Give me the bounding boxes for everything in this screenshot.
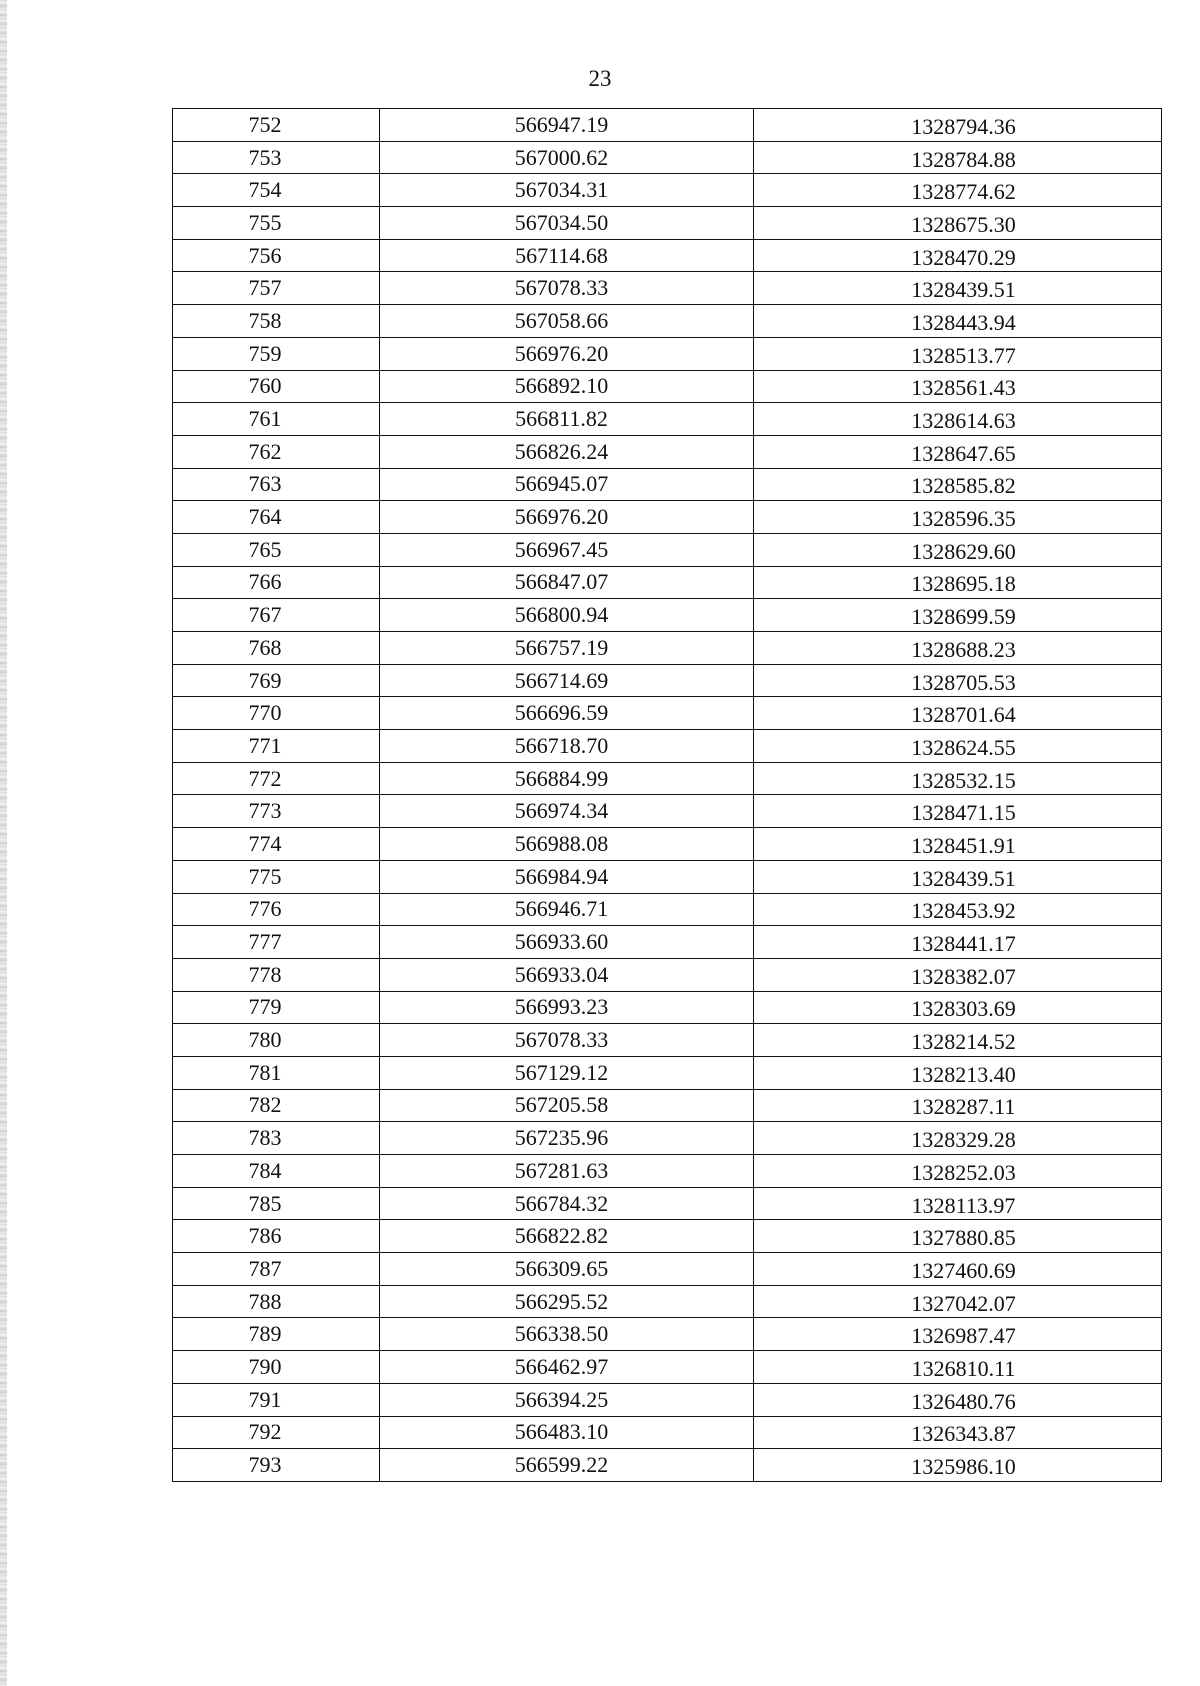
point-number-cell: 769 — [173, 664, 380, 697]
x-coordinate-cell: 567114.68 — [380, 239, 754, 272]
scan-edge — [0, 0, 7, 1686]
point-number-cell: 784 — [173, 1155, 380, 1188]
y-coordinate-cell: 1328794.36 — [754, 109, 1162, 142]
point-number-cell: 785 — [173, 1187, 380, 1220]
table-row — [173, 1220, 1162, 1253]
y-coordinate-cell: 1327880.85 — [754, 1220, 1162, 1253]
x-coordinate-cell: 566847.07 — [380, 566, 754, 599]
point-number-cell: 767 — [173, 599, 380, 632]
y-coordinate-cell: 1328303.69 — [754, 991, 1162, 1024]
point-number-cell: 782 — [173, 1089, 380, 1122]
x-coordinate-cell: 566892.10 — [380, 370, 754, 403]
x-coordinate-cell: 566946.71 — [380, 893, 754, 926]
point-number-cell: 787 — [173, 1253, 380, 1286]
y-coordinate-cell: 1328688.23 — [754, 632, 1162, 665]
table-row — [173, 958, 1162, 991]
table-row — [173, 697, 1162, 730]
y-coordinate-cell: 1328585.82 — [754, 468, 1162, 501]
point-number-cell: 793 — [173, 1449, 380, 1482]
point-number-cell: 771 — [173, 730, 380, 763]
x-coordinate-cell: 566984.94 — [380, 860, 754, 893]
table-row — [173, 599, 1162, 632]
y-coordinate-cell: 1328513.77 — [754, 337, 1162, 370]
table-row — [173, 991, 1162, 1024]
table-row — [173, 109, 1162, 142]
x-coordinate-cell: 566826.24 — [380, 435, 754, 468]
x-coordinate-cell: 566784.32 — [380, 1187, 754, 1220]
x-coordinate-cell: 566599.22 — [380, 1449, 754, 1482]
point-number-cell: 752 — [173, 109, 380, 142]
table-row — [173, 403, 1162, 436]
y-coordinate-cell: 1328439.51 — [754, 860, 1162, 893]
x-coordinate-cell: 567078.33 — [380, 272, 754, 305]
y-coordinate-cell: 1326987.47 — [754, 1318, 1162, 1351]
table-row — [173, 762, 1162, 795]
table-row — [173, 632, 1162, 665]
table-row — [173, 664, 1162, 697]
table-row — [173, 1253, 1162, 1286]
y-coordinate-cell: 1328784.88 — [754, 141, 1162, 174]
x-coordinate-cell: 566483.10 — [380, 1416, 754, 1449]
point-number-cell: 772 — [173, 762, 380, 795]
y-coordinate-cell: 1327042.07 — [754, 1285, 1162, 1318]
x-coordinate-cell: 567205.58 — [380, 1089, 754, 1122]
x-coordinate-cell: 566976.20 — [380, 501, 754, 534]
x-coordinate-cell: 566993.23 — [380, 991, 754, 1024]
table-row — [173, 1122, 1162, 1155]
point-number-cell: 778 — [173, 958, 380, 991]
y-coordinate-cell: 1326810.11 — [754, 1351, 1162, 1384]
point-number-cell: 770 — [173, 697, 380, 730]
point-number-cell: 768 — [173, 632, 380, 665]
point-number-cell: 783 — [173, 1122, 380, 1155]
x-coordinate-cell: 566947.19 — [380, 109, 754, 142]
point-number-cell: 764 — [173, 501, 380, 534]
x-coordinate-cell: 566696.59 — [380, 697, 754, 730]
coordinates-table — [172, 108, 1162, 1482]
x-coordinate-cell: 567129.12 — [380, 1056, 754, 1089]
x-coordinate-cell: 567235.96 — [380, 1122, 754, 1155]
table-row — [173, 1187, 1162, 1220]
table-row — [173, 1318, 1162, 1351]
y-coordinate-cell: 1328629.60 — [754, 533, 1162, 566]
y-coordinate-cell: 1328596.35 — [754, 501, 1162, 534]
x-coordinate-cell: 566976.20 — [380, 337, 754, 370]
point-number-cell: 774 — [173, 828, 380, 861]
x-coordinate-cell: 566822.82 — [380, 1220, 754, 1253]
y-coordinate-cell: 1328695.18 — [754, 566, 1162, 599]
table-row — [173, 239, 1162, 272]
x-coordinate-cell: 566967.45 — [380, 533, 754, 566]
x-coordinate-cell: 566714.69 — [380, 664, 754, 697]
y-coordinate-cell: 1328647.65 — [754, 435, 1162, 468]
y-coordinate-cell: 1328675.30 — [754, 207, 1162, 240]
x-coordinate-cell: 566974.34 — [380, 795, 754, 828]
y-coordinate-cell: 1328699.59 — [754, 599, 1162, 632]
x-coordinate-cell: 566945.07 — [380, 468, 754, 501]
point-number-cell: 755 — [173, 207, 380, 240]
y-coordinate-cell: 1328614.63 — [754, 403, 1162, 436]
x-coordinate-cell: 566811.82 — [380, 403, 754, 436]
point-number-cell: 762 — [173, 435, 380, 468]
point-number-cell: 775 — [173, 860, 380, 893]
point-number-cell: 753 — [173, 141, 380, 174]
table-row — [173, 1155, 1162, 1188]
table-row — [173, 1351, 1162, 1384]
y-coordinate-cell: 1328701.64 — [754, 697, 1162, 730]
x-coordinate-cell: 567281.63 — [380, 1155, 754, 1188]
y-coordinate-cell: 1328774.62 — [754, 174, 1162, 207]
y-coordinate-cell: 1328532.15 — [754, 762, 1162, 795]
y-coordinate-cell: 1328451.91 — [754, 828, 1162, 861]
y-coordinate-cell: 1328705.53 — [754, 664, 1162, 697]
table-row — [173, 174, 1162, 207]
table-row — [173, 828, 1162, 861]
point-number-cell: 788 — [173, 1285, 380, 1318]
point-number-cell: 790 — [173, 1351, 380, 1384]
point-number-cell: 760 — [173, 370, 380, 403]
point-number-cell: 757 — [173, 272, 380, 305]
y-coordinate-cell: 1328453.92 — [754, 893, 1162, 926]
point-number-cell: 786 — [173, 1220, 380, 1253]
table-row — [173, 435, 1162, 468]
x-coordinate-cell: 566757.19 — [380, 632, 754, 665]
table-row — [173, 1449, 1162, 1482]
point-number-cell: 763 — [173, 468, 380, 501]
y-coordinate-cell: 1325986.10 — [754, 1449, 1162, 1482]
table-row — [173, 730, 1162, 763]
point-number-cell: 773 — [173, 795, 380, 828]
table-row — [173, 1056, 1162, 1089]
table-row — [173, 272, 1162, 305]
table-row — [173, 1285, 1162, 1318]
x-coordinate-cell: 566718.70 — [380, 730, 754, 763]
y-coordinate-cell: 1328561.43 — [754, 370, 1162, 403]
y-coordinate-cell: 1328214.52 — [754, 1024, 1162, 1057]
y-coordinate-cell: 1328470.29 — [754, 239, 1162, 272]
table-row — [173, 337, 1162, 370]
y-coordinate-cell: 1328471.15 — [754, 795, 1162, 828]
y-coordinate-cell: 1326480.76 — [754, 1383, 1162, 1416]
point-number-cell: 776 — [173, 893, 380, 926]
y-coordinate-cell: 1328624.55 — [754, 730, 1162, 763]
point-number-cell: 758 — [173, 305, 380, 338]
table-row — [173, 893, 1162, 926]
table-row — [173, 1089, 1162, 1122]
coordinates-table-body — [173, 109, 1162, 1482]
y-coordinate-cell: 1328439.51 — [754, 272, 1162, 305]
x-coordinate-cell: 566295.52 — [380, 1285, 754, 1318]
table-row — [173, 141, 1162, 174]
x-coordinate-cell: 566338.50 — [380, 1318, 754, 1351]
table-row — [173, 860, 1162, 893]
y-coordinate-cell: 1328441.17 — [754, 926, 1162, 959]
y-coordinate-cell: 1326343.87 — [754, 1416, 1162, 1449]
x-coordinate-cell: 566309.65 — [380, 1253, 754, 1286]
x-coordinate-cell: 567034.31 — [380, 174, 754, 207]
x-coordinate-cell: 567058.66 — [380, 305, 754, 338]
point-number-cell: 777 — [173, 926, 380, 959]
table-row — [173, 468, 1162, 501]
x-coordinate-cell: 567000.62 — [380, 141, 754, 174]
table-row — [173, 795, 1162, 828]
table-row — [173, 566, 1162, 599]
y-coordinate-cell: 1327460.69 — [754, 1253, 1162, 1286]
x-coordinate-cell: 566800.94 — [380, 599, 754, 632]
x-coordinate-cell: 566933.60 — [380, 926, 754, 959]
point-number-cell: 789 — [173, 1318, 380, 1351]
table-row — [173, 207, 1162, 240]
y-coordinate-cell: 1328382.07 — [754, 958, 1162, 991]
x-coordinate-cell: 567078.33 — [380, 1024, 754, 1057]
table-row — [173, 1383, 1162, 1416]
x-coordinate-cell: 566988.08 — [380, 828, 754, 861]
point-number-cell: 761 — [173, 403, 380, 436]
point-number-cell: 792 — [173, 1416, 380, 1449]
point-number-cell: 781 — [173, 1056, 380, 1089]
table-row — [173, 370, 1162, 403]
point-number-cell: 779 — [173, 991, 380, 1024]
x-coordinate-cell: 566933.04 — [380, 958, 754, 991]
point-number-cell: 766 — [173, 566, 380, 599]
table-row — [173, 1024, 1162, 1057]
y-coordinate-cell: 1328287.11 — [754, 1089, 1162, 1122]
y-coordinate-cell: 1328329.28 — [754, 1122, 1162, 1155]
table-row — [173, 1416, 1162, 1449]
y-coordinate-cell: 1328213.40 — [754, 1056, 1162, 1089]
x-coordinate-cell: 566462.97 — [380, 1351, 754, 1384]
table-row — [173, 305, 1162, 338]
point-number-cell: 754 — [173, 174, 380, 207]
y-coordinate-cell: 1328113.97 — [754, 1187, 1162, 1220]
table-row — [173, 533, 1162, 566]
x-coordinate-cell: 566884.99 — [380, 762, 754, 795]
point-number-cell: 765 — [173, 533, 380, 566]
page-number: 23 — [588, 66, 612, 91]
table-row — [173, 501, 1162, 534]
point-number-cell: 780 — [173, 1024, 380, 1057]
table-row — [173, 926, 1162, 959]
x-coordinate-cell: 566394.25 — [380, 1383, 754, 1416]
point-number-cell: 759 — [173, 337, 380, 370]
y-coordinate-cell: 1328443.94 — [754, 305, 1162, 338]
point-number-cell: 791 — [173, 1383, 380, 1416]
point-number-cell: 756 — [173, 239, 380, 272]
y-coordinate-cell: 1328252.03 — [754, 1155, 1162, 1188]
x-coordinate-cell: 567034.50 — [380, 207, 754, 240]
